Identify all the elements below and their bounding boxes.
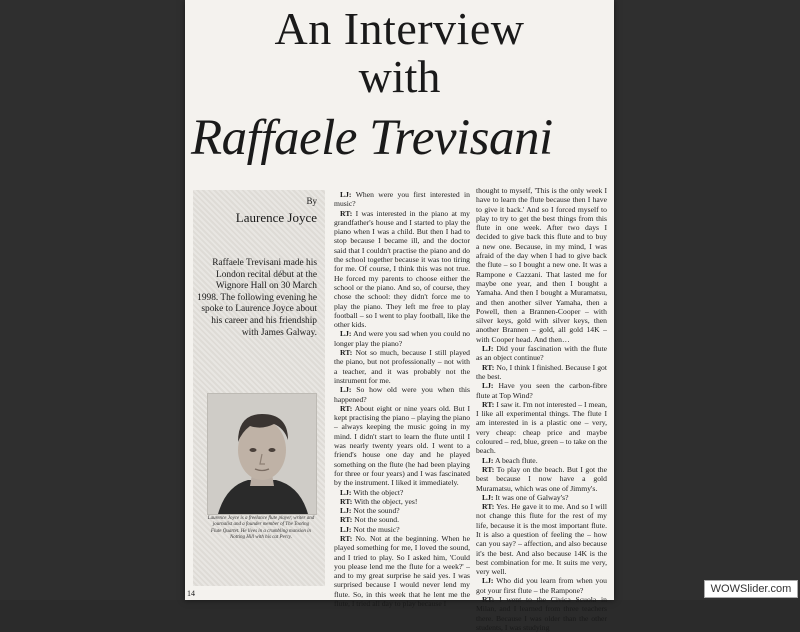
- right-background: [614, 0, 800, 600]
- speaker-label: RT:: [340, 515, 353, 525]
- speaker-label: RT:: [340, 533, 353, 543]
- interview-paragraph: [476, 400, 607, 456]
- interview-paragraph: [334, 525, 470, 534]
- interview-paragraph: [476, 456, 607, 465]
- speaker-label: LJ:: [340, 190, 352, 199]
- author-photo: [207, 393, 317, 515]
- speaker-label: LJ:: [482, 492, 494, 502]
- interview-paragraph: [334, 329, 470, 348]
- speaker-label: LJ:: [482, 381, 494, 391]
- interview-paragraph: [334, 190, 470, 209]
- page-number: 14: [187, 589, 195, 598]
- speaker-label: LJ:: [340, 524, 352, 534]
- paragraph-text: So how old were you when this happened?: [334, 385, 470, 404]
- paragraph-text: I saw it. I'm not interested – I mean, I like all experimental things. The flute I am interested in is a plastic one – very, very cheap: cheap price and maybe coloured – red, blue, green – to take on the beach.: [476, 399, 607, 456]
- paragraph-text: Yes. He gave it to me. And so I will not change this flute for the rest of my life, because it is the most important flute. It is also a question of feeling the – how can you say? – affection, and also because it's the best. And also because 14K is the best combination for me. It suits me very, very well.: [476, 502, 607, 577]
- interview-paragraph: [476, 186, 607, 344]
- interview-paragraph: [334, 515, 470, 524]
- speaker-label: LJ:: [340, 506, 352, 516]
- title-line-1: An Interview: [274, 3, 525, 54]
- photo-caption: Laurence Joyce is a freelance flute player, writer and journalist and a founder member of The Tooting Flute Quartet. He lives in a crumbling mansion in Notting Hill with his cat Percy.: [207, 516, 315, 540]
- paragraph-text: Not so much, because I still played the piano, but not professionally – not with a teacher, and it was probably not the instrument for me.: [334, 348, 470, 385]
- interview-paragraph: [476, 363, 607, 382]
- paragraph-text: When were you first interested in music?: [334, 190, 470, 209]
- title-line-3: Raffaele Trevisani: [191, 110, 553, 166]
- paragraph-text: Not the sound?: [353, 506, 400, 516]
- paragraph-text: About eight or nine years old. But I kept practising the piano – playing the piano – always keeping the music going in my mind. I didn't start to learn the flute until I was nearly twenty years old. I went to a friend's house one day and he played something on the flute (he had been playing for three or four years) and I was fascinated by the instrument. I liked it immediately.: [334, 403, 471, 488]
- interview-paragraph: [476, 502, 607, 576]
- paragraph-text: I was interested in the piano at my grandfather's house and I started to play the piano when I was a child. But then I had to stop because I became ill, and the doctor said that I couldn't practise the piano and do the school together because it was too tiring for me. Of course, I think this was not true. He forced my parents to choose either the school or the piano. And so, of course, they chose the school: they didn't force me to play the piano. They left me free to play football – so I went to play football, like the other kids.: [334, 208, 470, 330]
- speaker-label: RT:: [340, 403, 353, 413]
- paragraph-text: Not the sound.: [354, 515, 400, 525]
- speaker-label: RT:: [482, 502, 495, 512]
- paragraph-text: Did your fascination with the flute as an object continue?: [476, 344, 607, 363]
- interview-paragraph: [334, 385, 470, 404]
- paragraph-text: A beach flute.: [494, 455, 538, 465]
- paragraph-text: To play on the beach. But I got the best because I now have a gold Muramatsu, which was one of Jimmy's.: [476, 464, 607, 493]
- text-column-2: [476, 186, 607, 632]
- paragraph-text: Who did you learn from when you got your first flute – the Rampone?: [476, 576, 607, 595]
- interview-paragraph: [334, 506, 470, 515]
- speaker-label: RT:: [482, 595, 495, 605]
- byline-by: By: [306, 196, 317, 206]
- speaker-label: RT:: [482, 464, 495, 474]
- interview-paragraph: [476, 465, 607, 493]
- speaker-label: LJ:: [482, 455, 494, 465]
- interview-paragraph: [476, 344, 607, 363]
- paragraph-text: thought to myself, 'This is the only week I have to learn the flute because then I have to give it back.' And so I forced myself to play to try to get the best things from this flute in one week. After two days I decided to give back this flute and to buy a new one. Because, in my mind, I was afraid of the day when I had to give back the flute – so I bought a new one. It was a Rampone e Cazzani. That lasted me for maybe one year, and then I bought a Yamaha. And then I bought a Muramatsu, and then another silver Yamaha, then a Powell, then a Brannen-Cooper – with silver keys, gold with silver keys, then another Brannen – gold, all gold 14K – with Cooper head. And then…: [476, 186, 607, 344]
- interview-paragraph: [476, 576, 607, 595]
- speaker-label: LJ:: [340, 329, 352, 339]
- interview-paragraph: [476, 493, 607, 502]
- sidebar: [193, 190, 325, 586]
- paragraph-text: With the object, yes!: [354, 496, 418, 506]
- speaker-label: RT:: [482, 399, 495, 409]
- interview-paragraph: [334, 209, 470, 330]
- speaker-label: RT:: [482, 362, 495, 372]
- paragraph-text: Have you seen the carbon-fibre flute at Top Wind?: [476, 381, 607, 400]
- interview-paragraph: [334, 497, 470, 506]
- paragraph-text: It was one of Galway's?: [495, 492, 569, 502]
- interview-paragraph: [334, 404, 470, 488]
- paragraph-text: No. Not at the beginning. When he played something for me, I loved the sound, and I tried to play. So I asked him, 'Could you please lend me the flute for a week?' – and to my great surprise he said yes. I was surprised because I would never lend my flute. So, in this week that he lent me the flute, I tried all day to play because I: [334, 533, 470, 609]
- interview-paragraph: [476, 595, 607, 632]
- speaker-label: LJ:: [482, 344, 494, 354]
- interview-paragraph: [334, 488, 470, 497]
- intro-text: Raffaele Trevisani made his London recital début at the Wignore Hall on 30 March 1998. The following evening he spoke to Laurence Joyce about his career and his friendship with James Galway.: [197, 258, 317, 338]
- paragraph-text: Not the music?: [353, 524, 400, 534]
- title-line-2: with: [358, 51, 441, 102]
- paragraph-text: No, I think I finished. Because I got the best.: [476, 362, 607, 381]
- speaker-label: RT:: [340, 208, 353, 218]
- interview-paragraph: [334, 534, 470, 608]
- paragraph-text: I went to the Civica Scuola in Milan, and I learned from three teachers there. Because I was older than the other students, I was studying: [476, 595, 607, 632]
- speaker-label: RT:: [340, 496, 353, 506]
- speaker-label: RT:: [340, 348, 353, 358]
- left-background: [0, 0, 185, 600]
- speaker-label: LJ:: [340, 385, 352, 395]
- magazine-page: [185, 0, 614, 632]
- watermark: WOWSlider.com: [704, 580, 798, 598]
- speaker-label: LJ:: [340, 487, 352, 497]
- speaker-label: LJ:: [482, 576, 494, 586]
- interview-paragraph: [334, 348, 470, 385]
- byline-author: Laurence Joyce: [235, 210, 317, 225]
- paragraph-text: And were you sad when you could no longer play the piano?: [334, 329, 470, 348]
- interview-paragraph: [476, 381, 607, 400]
- portrait-image: [208, 394, 316, 514]
- paragraph-text: With the object?: [353, 487, 404, 497]
- text-column-1: [334, 190, 470, 608]
